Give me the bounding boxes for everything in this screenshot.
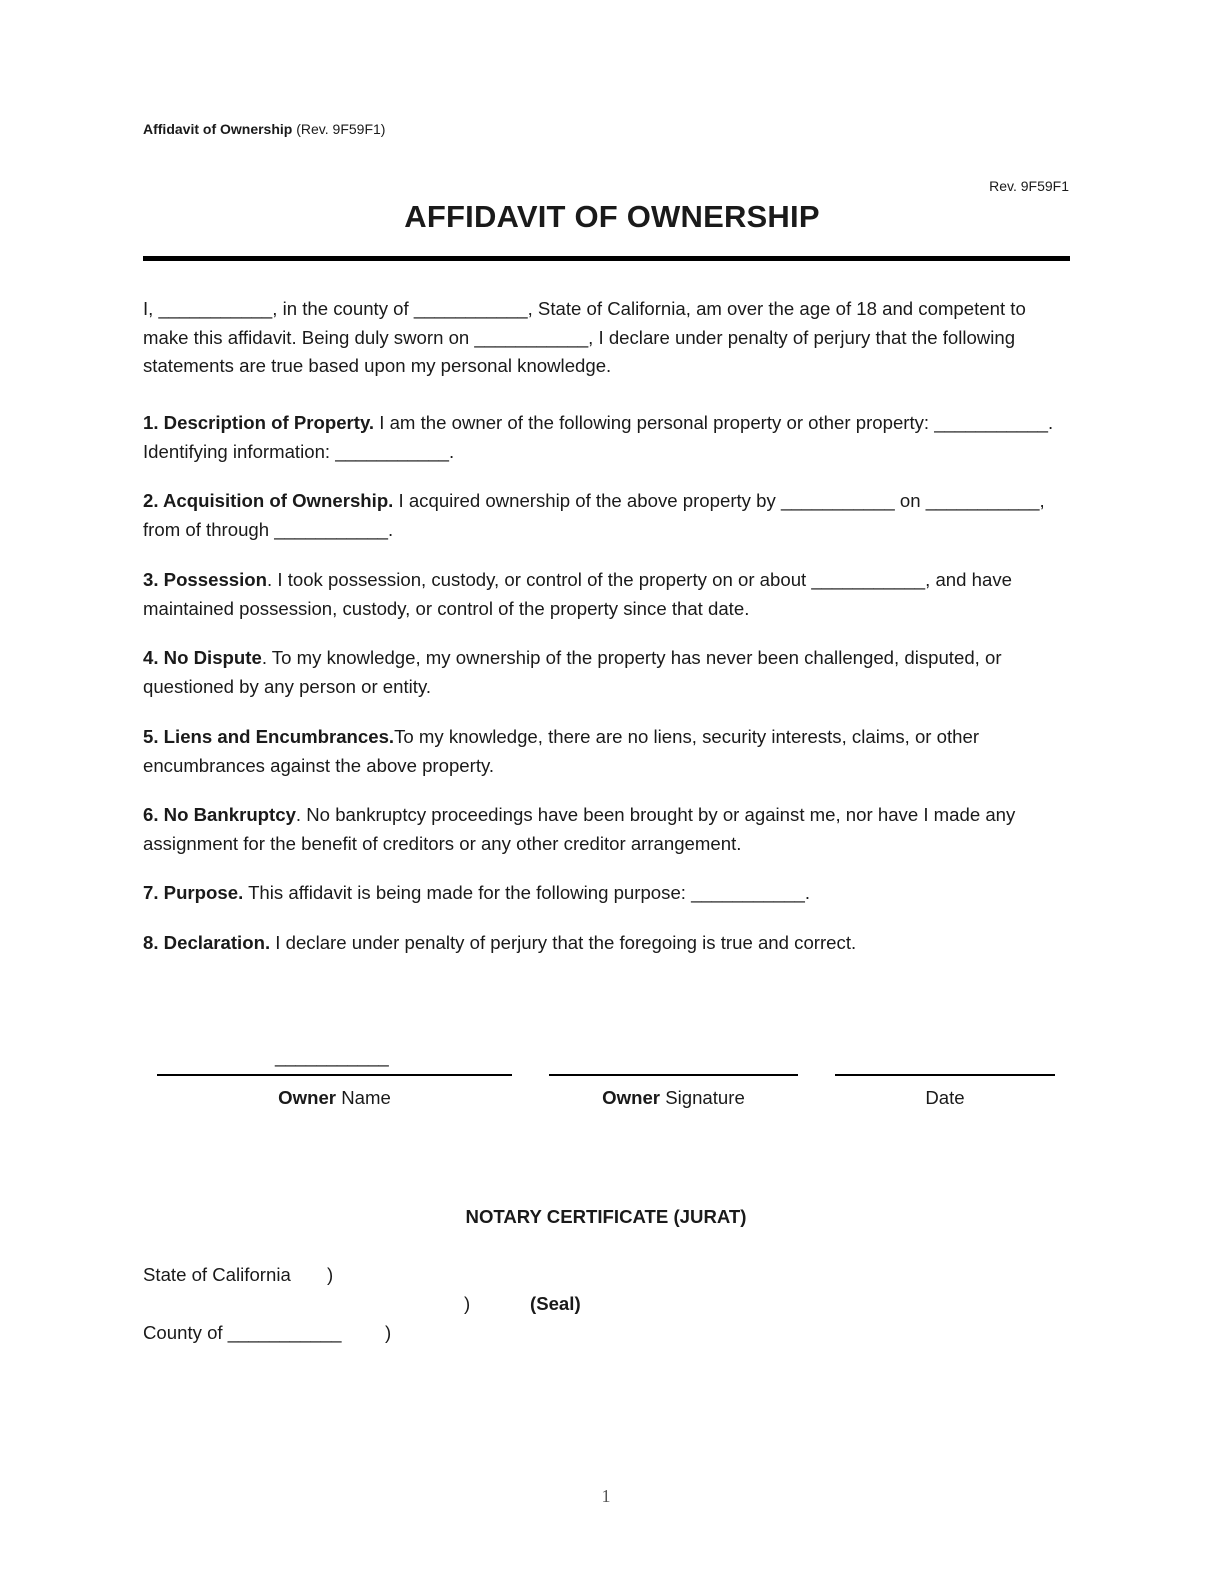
section-heading: 4. No Dispute [143,647,262,668]
section-text: . I took possession, custody, or control of the property on or about ___________, and have maintained possession, custody, or control of the property since that date. [143,569,1012,619]
notary-state-paren: ) [327,1264,334,1285]
section-no-dispute [143,644,1073,701]
section-text: I am the owner of the following personal property or other property: ___________. Identifying information: ___________. [143,412,1054,462]
section-heading: 1. Description of Property. [143,412,375,433]
section-text: To my knowledge, there are no liens, security interests, claims, or other encumbrances against the above property. [143,726,980,776]
owner-name-label-rest: Name [336,1087,391,1108]
notary-state-label: State of California [143,1264,291,1285]
notary-county-paren: ) [385,1322,392,1343]
section-heading: 5. Liens and Encumbrances. [143,726,395,747]
running-header-rev: (Rev. 9F59F1) [296,121,386,137]
running-header-title: Affidavit of Ownership [143,121,293,137]
running-header [143,121,385,137]
owner-signature-line [549,1074,798,1076]
notary-county-label: County of ___________ [143,1322,342,1343]
section-acquisition-of-ownership [143,487,1073,544]
section-description-of-property [143,409,1073,466]
page-number: 1 [601,1486,611,1506]
section-purpose [143,879,1073,908]
owner-name-line [157,1074,512,1076]
owner-name-blank[interactable]: ___________ [275,1046,389,1067]
notary-certificate-title: NOTARY CERTIFICATE (JURAT) [465,1206,747,1227]
section-possession [143,566,1073,623]
notary-middle-paren: ) [464,1293,471,1314]
section-heading: 3. Possession [143,569,268,590]
section-heading: 2. Acquisition of Ownership. [143,490,394,511]
owner-signature-label [549,1087,798,1109]
section-text: I declare under penalty of perjury that the foregoing is true and correct. [270,932,857,953]
section-declaration [143,929,1073,958]
section-heading: 7. Purpose. [143,882,244,903]
section-no-bankruptcy [143,801,1073,858]
revision-code: Rev. 9F59F1 [989,178,1069,194]
notary-seal-label: (Seal) [530,1293,581,1314]
section-liens-and-encumbrances [143,723,1073,780]
intro-paragraph: I, ___________, in the county of ___________, State of California, am over the age of 18 and competent to make this affidavit. Being duly sworn on ___________, I declare under penalty of perjury that the following statements are true based upon my personal knowledge. [143,298,1026,377]
section-text: This affidavit is being made for the following purpose: ___________. [243,882,811,903]
owner-signature-label-rest: Signature [660,1087,745,1108]
date-line [835,1074,1055,1076]
section-heading: 8. Declaration. [143,932,271,953]
section-text: . No bankruptcy proceedings have been brought by or against me, nor have I made any assignment for the benefit of creditors or any other creditor arrangement. [143,804,1016,854]
section-text: . To my knowledge, my ownership of the property has never been challenged, disputed, or questioned by any person or entity. [143,647,1002,697]
title-divider [143,256,1070,261]
section-text: I acquired ownership of the above property by ___________ on ___________, from of through ___________. [143,490,1045,540]
document-title: AFFIDAVIT OF OWNERSHIP [404,199,820,234]
owner-signature-label-bold: Owner [602,1087,661,1108]
section-heading: 6. No Bankruptcy [143,804,296,825]
owner-name-label-bold: Owner [278,1087,337,1108]
owner-name-label [157,1087,512,1109]
date-label: Date [925,1087,965,1108]
